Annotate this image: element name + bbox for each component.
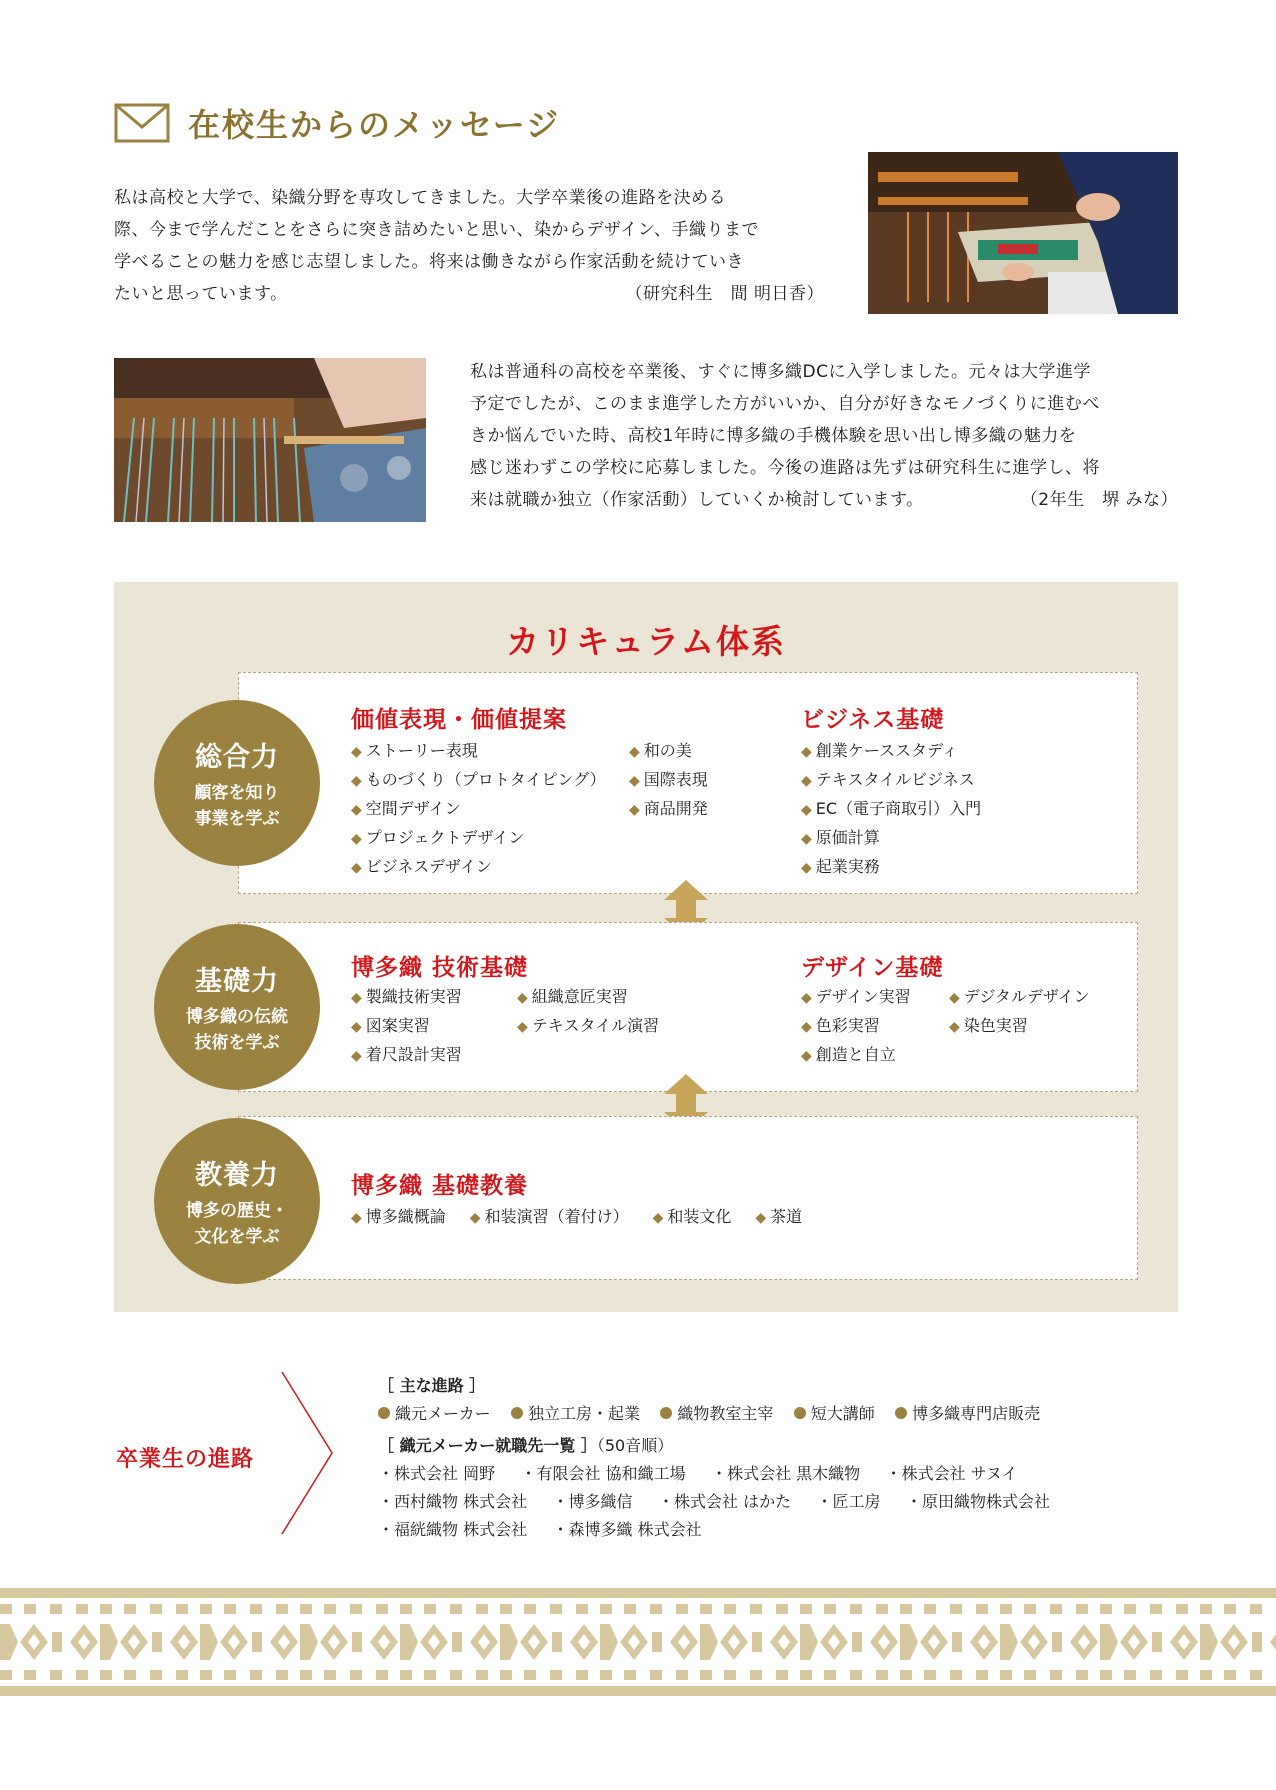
- course-item: ◆ 原価計算: [801, 824, 981, 853]
- tier1-circle-sub: 顧客を知り: [194, 782, 280, 803]
- course-item: ◆ 色彩実習: [801, 1012, 911, 1041]
- careers-details: [378, 1372, 1050, 1544]
- tier2-circle: [154, 924, 320, 1090]
- company-list-heading: ［ 織元メーカー就職先一覧 ］: [378, 1436, 597, 1455]
- careers-label: 卒業生の進路: [116, 1447, 255, 1472]
- tier2-left-col-b: [517, 983, 659, 1041]
- course-item: ◆ 創造と自立: [801, 1041, 911, 1070]
- tier2-circle-sub: 技術を学ぶ: [194, 1032, 280, 1053]
- tier2-left-col-a: [351, 983, 462, 1070]
- main-path: 博多織専門店販売: [895, 1404, 1040, 1423]
- curriculum-panel: [114, 582, 1178, 1312]
- tier2-left-title: 博多織 技術基礎: [351, 955, 529, 981]
- tier1-circle-sub: 事業を学ぶ: [194, 808, 280, 829]
- curriculum-title: カリキュラム体系: [506, 622, 786, 661]
- course-item: ◆ ビジネスデザイン: [351, 853, 606, 882]
- course-item: ◆ 博多織概論: [351, 1203, 446, 1232]
- tier1-circle-title: 総合力: [195, 741, 279, 773]
- tier3-left-title: 博多織 基礎教養: [351, 1173, 529, 1199]
- tier1-left-col-a: [351, 737, 606, 882]
- tier3-circle-title: 教養力: [195, 1159, 279, 1191]
- loom-photo-2: [114, 358, 426, 522]
- course-item: ◆ 茶道: [755, 1203, 802, 1232]
- course-item: ◆ 染色実習: [949, 1012, 1090, 1041]
- messages-header: [114, 100, 560, 146]
- course-item: ◆ デジタルデザイン: [949, 983, 1090, 1012]
- tier2-circle-title: 基礎力: [195, 965, 279, 997]
- tier2-right-col-a: [801, 983, 911, 1070]
- course-item: ◆ テキスタイルビジネス: [801, 766, 981, 795]
- course-item: ◆ 図案実習: [351, 1012, 462, 1041]
- student1-line: 学べることの魅力を感じ志望しました。将来は働きながら作家活動を続けていき: [114, 252, 744, 272]
- student2-line: きか悩んでいた時、高校1年時に博多織の手機体験を思い出し博多織の魅力を: [470, 426, 1077, 446]
- messages-title: 在校生からのメッセージ: [188, 106, 561, 144]
- course-item: ◆ プロジェクトデザイン: [351, 824, 606, 853]
- course-item: ◆ 空間デザイン: [351, 795, 606, 824]
- loom-photo-1: [868, 152, 1178, 314]
- student2-line: 予定でしたが、このまま進学した方がいいか、自分が好きなモノづくりに進むべ: [470, 394, 1100, 414]
- tier2-circle-sub: 博多織の伝統: [186, 1006, 288, 1027]
- student2-line: 私は普通科の高校を卒業後、すぐに博多織DCに入学しました。元々は大学進学: [470, 362, 1091, 382]
- course-item: ◆ ストーリー表現: [351, 737, 606, 766]
- tier3-row: [351, 1203, 802, 1232]
- course-item: ◆ 製織技術実習: [351, 983, 462, 1012]
- course-item: ◆ 国際表現: [629, 766, 708, 795]
- main-paths-heading: ［ 主な進路 ］: [378, 1376, 486, 1395]
- course-item: ◆ 創業ケーススタディ: [801, 737, 981, 766]
- tier-box-liberal: [238, 1116, 1138, 1280]
- tier3-circle-sub: 博多の歴史・: [186, 1200, 288, 1221]
- student1-message: [114, 182, 824, 310]
- course-item: ◆ 着尺設計実習: [351, 1041, 462, 1070]
- course-item: ◆ 組織意匠実習: [517, 983, 659, 1012]
- tier1-right-title: ビジネス基礎: [801, 707, 945, 733]
- hakata-pattern-border: [0, 1588, 1276, 1696]
- tier2-right-title: デザイン基礎: [801, 955, 944, 981]
- tier-box-general: [238, 672, 1138, 894]
- student1-line: 際、今まで学んだことをさらに突き詰めたいと思い、染からデザイン、手織りまで: [114, 220, 759, 240]
- tier1-right-col-a: [801, 737, 981, 882]
- tier3-circle: [154, 1118, 320, 1284]
- company-list-note: （50音順）: [596, 1436, 674, 1455]
- student2-line: 感じ迷わずこの学校に応募しました。今後の進路は先ずは研究科生に進学し、将: [470, 458, 1100, 478]
- mail-icon: [114, 103, 170, 143]
- student1-line: 私は高校と大学で、染織分野を専攻してきました。大学卒業後の進路を決める: [114, 188, 727, 208]
- main-path: 織元メーカー: [378, 1404, 491, 1423]
- tier1-left-title: 価値表現・価値提案: [351, 707, 567, 733]
- tier2-right-col-b: [949, 983, 1090, 1041]
- course-item: ◆ テキスタイル演習: [517, 1012, 659, 1041]
- tier3-circle-sub: 文化を学ぶ: [194, 1226, 280, 1247]
- tier1-circle: [154, 700, 320, 866]
- student1-line: たいと思っています。 （研究科生 間 明日香）: [114, 278, 824, 310]
- course-item: ◆ 商品開発: [629, 795, 708, 824]
- chevron-right-icon: [280, 1372, 336, 1534]
- course-item: ◆ 和装演習（着付け）: [470, 1203, 629, 1232]
- student2-message: [470, 356, 1178, 516]
- company-row: ・福絖織物 株式会社 ・森博多織 株式会社: [378, 1520, 702, 1539]
- student2-line: 来は就職か独立（作家活動）していくか検討しています。 （2年生 堺 みな）: [470, 484, 1178, 516]
- course-item: ◆ デザイン実習: [801, 983, 911, 1012]
- student2-signature: （2年生 堺 みな）: [1020, 490, 1178, 510]
- course-item: ◆ EC（電子商取引）入門: [801, 795, 981, 824]
- student1-signature: （研究科生 間 明日香）: [625, 284, 824, 304]
- company-row: ・株式会社 岡野 ・有限会社 協和織工場 ・株式会社 黒木織物 ・株式会社 サヌイ: [378, 1464, 1018, 1483]
- course-item: ◆ 和装文化: [653, 1203, 732, 1232]
- course-item: ◆ 起業実務: [801, 853, 981, 882]
- company-row: ・西村織物 株式会社 ・博多織信 ・株式会社 はかた ・匠工房 ・原田織物株式会社: [378, 1492, 1050, 1511]
- tier-box-basic: [238, 922, 1138, 1092]
- main-path: 織物教室主宰: [660, 1404, 773, 1423]
- company-list-heading-row: [378, 1432, 1050, 1460]
- tier1-left-col-b: [629, 737, 708, 824]
- main-path: 短大講師: [794, 1404, 875, 1423]
- course-item: ◆ ものづくり（プロトタイピング）: [351, 766, 606, 795]
- course-item: ◆ 和の美: [629, 737, 708, 766]
- main-path: 独立工房・起業: [511, 1404, 640, 1423]
- main-paths-row: [378, 1400, 1050, 1428]
